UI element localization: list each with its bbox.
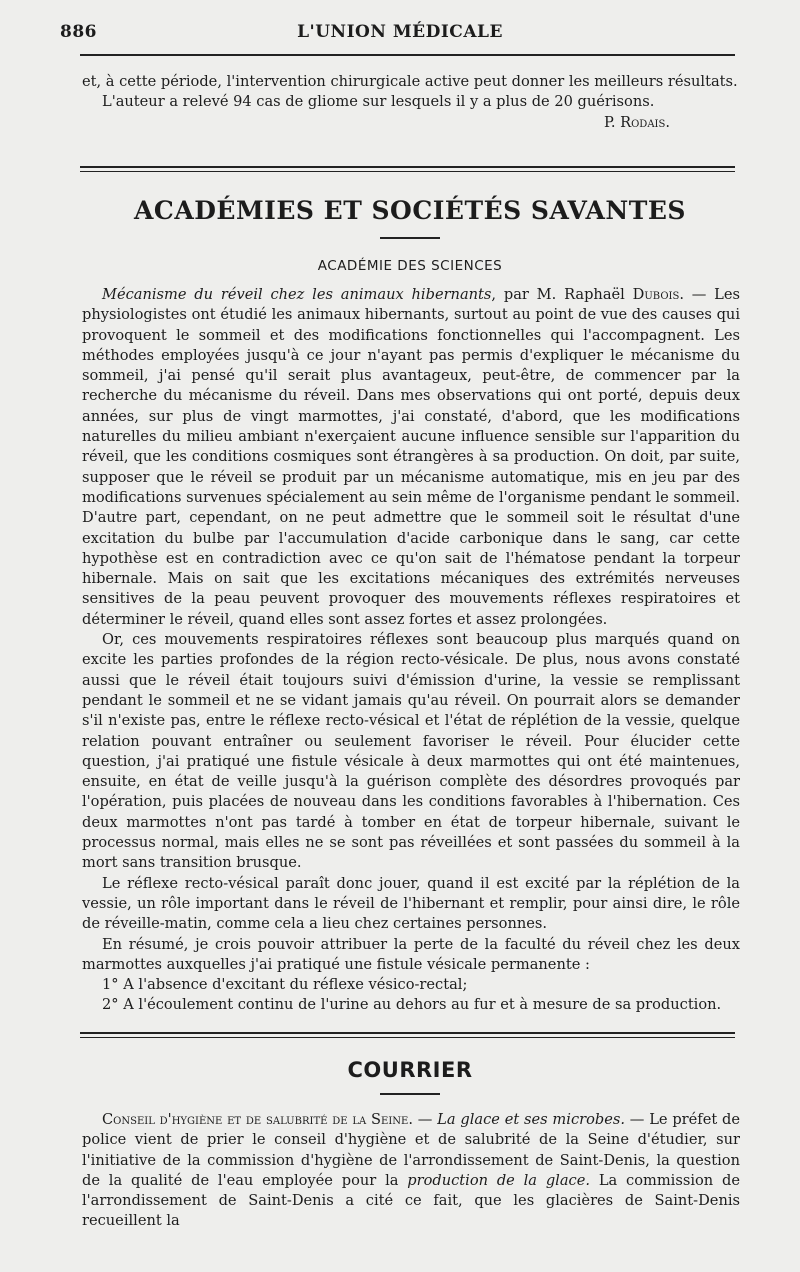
courrier-paragraph <box>82 1110 740 1232</box>
article-paragraph-4: En résumé, je crois pouvoir attribuer la perte de la faculté du réveil chez les deux marmottes auxquelles j'ai pratiqué une fistule vésicale permanente : <box>82 935 740 973</box>
header-rule <box>80 54 735 56</box>
courrier-rule-top <box>80 1032 735 1034</box>
signature-text: P. Rodais. <box>603 113 670 131</box>
running-header <box>60 22 740 52</box>
courrier-body <box>82 1110 740 1232</box>
section-subtitle: ACADÉMIE DES SCIENCES <box>317 258 503 274</box>
courrier-italic-phrase: production de la glace. <box>407 1171 590 1189</box>
courrier-dash: — <box>412 1111 438 1128</box>
courrier-rule-bottom <box>80 1037 735 1038</box>
article-paragraph-3: Le réflexe recto-vésical paraît donc jouer, quand il est excité par la réplétion de la vessie, un rôle important dans le réveil de l'hibernant et remplir, pour ainsi dire, le rôle de réveille-matin, comme cela a lieu chez certaines personnes. <box>82 874 740 933</box>
journal-title: L'UNION MÉDICALE <box>297 22 503 42</box>
intro-block <box>82 72 740 133</box>
article-body <box>82 285 740 1016</box>
section-title-underline <box>380 237 440 239</box>
courrier-text-a: — Le préfet de police vient de prier le conseil d'hygiène et de salubrité de la Seine d'étudier, sur l'initiative de la commission d'hygiène de l'arrondissement de Saint-Denis, la question de la qualité de l'eau employée pour la <box>82 1111 740 1189</box>
article-author-name: Dubois <box>632 286 680 303</box>
article-list-item-2: 2° A l'écoulement continu de l'urine au dehors au fur et à mesure de sa production. <box>102 996 722 1014</box>
intro-line-2: L'auteur a relevé 94 cas de gliome sur lesquels il y a plus de 20 guérisons. <box>102 93 655 111</box>
article-paragraph-1 <box>82 285 740 630</box>
intro-signature <box>82 113 740 133</box>
intro-line-1: et, à cette période, l'intervention chirurgicale active peut donner les meilleurs résultats. <box>82 73 738 90</box>
courrier-title: COURRIER <box>347 1058 473 1082</box>
courrier-lead: Conseil d'hygiène et de salubrité de la Seine. <box>102 1111 413 1128</box>
article-list-item-1: 1° A l'absence d'excitant du réflexe vésico-rectal; <box>102 976 468 994</box>
section-title: ACADÉMIES ET SOCIÉTÉS SAVANTES <box>134 196 686 225</box>
section-rule-top <box>80 166 735 168</box>
article-paragraph-2: Or, ces mouvements respiratoires réflexes sont beaucoup plus marqués quand on excite les parties profondes de la région recto-vésicale. De plus, nous avons constaté aussi que le réveil était toujours suivi d'émission d'urine, la vessie se remplissant pendant le sommeil et ne se vidant jamais qu'au réveil. On pourrait alors se demander s'il n'existe pas, entre le réflexe recto-vésical et l'état de réplétion de la vessie, quelque relation pouvant entraîner ou seulement favoriser le réveil. Pour élucider cette question, j'ai pratiqué une fistule vésicale à deux marmottes qui ont été maintenues, ensuite, en état de veille jusqu'à la guérison complète des désordres provoqués par l'opération, puis placées de nouveau dans les conditions favorables à l'hibernation. Ces deux marmottes n'ont pas tardé à tomber en état de torpeur hibernale, suivant le processus normal, mais elles ne se sont pas réveillées et sont passées du sommeil à la mort sans transition brusque. <box>82 631 740 872</box>
article-title: Mécanisme du réveil chez les animaux hibernants <box>102 286 492 303</box>
section-rule-bottom <box>80 171 735 172</box>
page-number: 886 <box>60 22 97 42</box>
courrier-subject: La glace et ses microbes. <box>437 1111 625 1128</box>
article-paragraph-1-text: . — Les physiologistes ont étudié les animaux hibernants, surtout au point de vue des causes qui provoquent le sommeil et des modifications fonctionnelles qui l'accompagnent. Les méthodes employées jusqu'à ce jour n'ayant pas permis d'expliquer le mécanisme du sommeil, j'ai pensé qu'il serait plus avantageux, peut-être, de commencer par la recherche du mécanisme du réveil. Dans mes observations qui ont porté, depuis deux années, sur plus de vingt marmottes, j'ai constaté, d'abord, que les modifications naturelles du milieu ambiant n'exerçaient aucune influence sensible sur l'apparition du réveil, que les conditions cosmiques sont étrangères à sa production. On doit, par suite, supposer que le réveil se produit par un mécanisme automatique, mis en jeu par des modifications survenues spécialement au sein même de l'organisme pendant le sommeil. D'autre part, cependant, on ne peut admettre que le sommeil soit le résultat d'une excitation du bulbe par l'accumulation d'acide carbonique dans le sang, car cette hypothèse est en contradiction avec ce qu'on sait de l'hématose pendant la torpeur hibernale. Mais on sait que les excitations mécaniques des extrémités nerveuses sensitives de la peau peuvent provoquer des mouvements réflexes respiratoires et déterminer le réveil, quand elles sont assez fortes et assez prolongées. <box>82 286 740 628</box>
courrier-text-b: La commission de l'arrondissement de Saint-Denis a cité ce fait, que les glacières de Saint-Denis recueillent la <box>82 1171 740 1230</box>
courrier-title-underline <box>380 1093 440 1095</box>
article-author-lead: , par M. Raphaël <box>491 286 633 303</box>
